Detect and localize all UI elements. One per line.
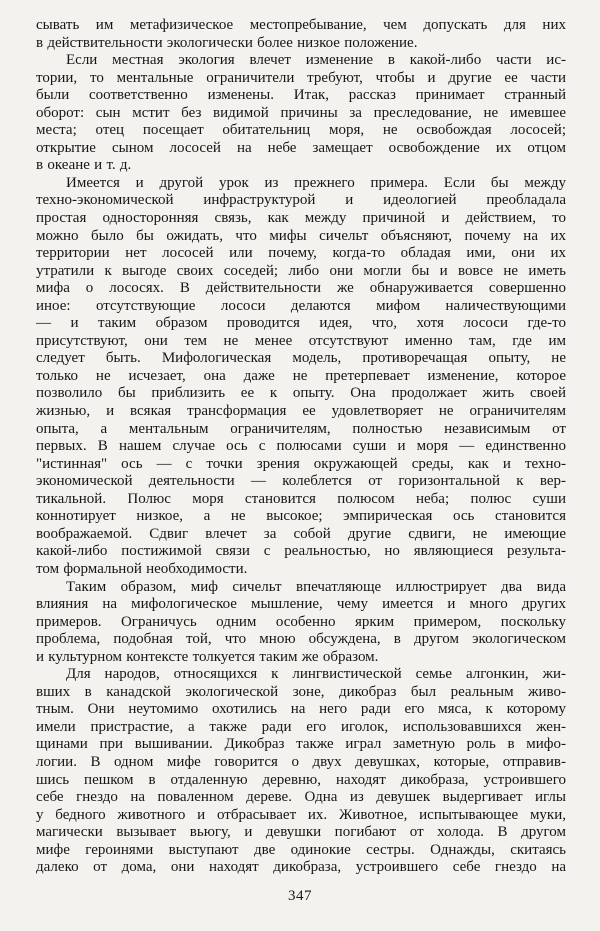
text-line: территории нет лососей или почему, когда-то обладая ими, они их — [36, 245, 566, 262]
text-line: были соответственно изменены. Итак, рассказ принимает странный — [36, 87, 566, 104]
text-line: только не исчезает, она даже не претерпевает изменение, которое — [36, 367, 566, 384]
text-block — [36, 17, 566, 877]
text-line: оборот: сын мстит без видимой причины за преследование, не имевшее — [36, 104, 566, 121]
text-line: тным. Они неутомимо охотились на него ради его мяса, к которому — [36, 701, 566, 718]
text-line: Для народов, относящихся к лингвистической семье алгонкин, жи- — [66, 666, 566, 683]
text-line: коннотирует низкое, а не высокое; эмпирическая ось становится — [36, 508, 566, 525]
text-line: можно было бы ожидать, что мифы сичельт объясняют, почему на их — [36, 227, 566, 244]
text-line: места; отец посещает обитательниц моря, не освобождая лососей; — [36, 122, 566, 139]
text-line: мифе героинями выступают две одинокие сестры. Однажды, скитаясь — [36, 841, 566, 858]
paragraph — [36, 17, 566, 52]
text-line: экономической деятельности — колеблется от горизонтальной к вер- — [36, 473, 566, 490]
text-line: у бедного животного и отбрасывает их. Животное, испытывающее муки, — [36, 806, 566, 823]
text-line: простая односторонняя связь, как между причиной и действием, то — [36, 210, 566, 227]
text-line: в океане и т. д. — [36, 157, 132, 174]
text-line: Таким образом, миф сичельт впечатляюще иллюстрирует два вида — [66, 578, 566, 595]
paragraph — [36, 175, 566, 579]
text-line: и культурном контексте толкуется таким же образом. — [36, 648, 379, 665]
paragraph — [36, 52, 566, 175]
paragraph — [36, 666, 566, 877]
text-line: вших в канадской экологической зоне, дикобраз был реальным живо- — [36, 683, 566, 700]
text-line: сывать им метафизическое местопребывание, чем допускать для них — [36, 17, 566, 33]
text-line: воображаемой. Сдвиг влечет за собой другие сдвиги, не имеющие — [36, 525, 566, 542]
text-line: тикальной. Полюс моря становится полюсом неба; полюс суши — [36, 490, 566, 507]
text-line: первых. В нашем случае ось с полюсами суши и моря — единственно — [36, 438, 566, 455]
text-line: в действительности экологически более низкое положение. — [36, 34, 418, 51]
text-line: магически вызывает вьюгу, и девушки погибают от холода. В другом — [36, 824, 566, 841]
text-line: проблема, подобная той, что мною обсуждена, в другом экологическом — [36, 631, 566, 648]
text-line: открытие сыном лососей на небе замещает освобождение их отцом — [36, 139, 566, 156]
text-line: присутствуют, они тем не менее отсутствуют именно там, где им — [36, 332, 566, 349]
text-line: следует быть. Мифологическая модель, противоречащая опыту, не — [36, 350, 566, 367]
text-line: щинами при вышивании. Дикобраз также играл заметную роль в мифо- — [36, 736, 566, 753]
text-line: логии. В одном мифе говорится о двух девушках, которые, отправив- — [36, 753, 566, 770]
text-line: имели пристрастие, а также ради его иголок, использовавшихся жен- — [36, 718, 566, 735]
text-line: "истинная" ось — с точки зрения окружающей среды, как и техно- — [36, 455, 566, 472]
text-line: влияния на мифологическое мышление, чему имеется и много других — [36, 596, 566, 613]
text-line: иное: отсутствующие лососи делаются мифом наличествующими — [36, 297, 566, 314]
text-line: техно-экономической инфраструктурой и идеологией преобладала — [36, 192, 566, 209]
text-line: какой-либо постижимой связи с реальностью, но являющиеся результа- — [36, 543, 566, 560]
text-line: далеко от дома, они находят дикобраза, устроившего себе гнездо на — [36, 859, 566, 876]
paragraph — [36, 579, 566, 667]
text-line: том формальной необходимости. — [36, 560, 248, 577]
text-line: Имеется и другой урок из прежнего примера. Если бы между — [66, 174, 566, 191]
text-line: себе гнездо на поваленном дереве. Одна из девушек выдергивает иглы — [36, 789, 566, 806]
text-line: примеров. Ограничусь одним особенно ярким примером, поскольку — [36, 613, 566, 630]
text-line: Если местная экология влечет изменение в какой-либо части ис- — [66, 52, 566, 69]
text-line: — и таким образом проводится идея, что, хотя лососи где-то — [36, 315, 566, 332]
page-number: 347 — [288, 888, 312, 904]
text-line: тории, то ментальные ограничители требуют, чтобы и другие ее части — [36, 69, 566, 86]
text-line: жизнью, и всякая трансформация ее удовлетворяет не ограничителям — [36, 403, 566, 420]
text-line: утратили к выгоде своих соседей; либо они могли бы и вовсе не иметь — [36, 262, 566, 279]
text-line: шись пешком в отдаленную деревню, находят дикобраза, устроившего — [36, 771, 566, 788]
text-line: мифа о лососях. В действительности же обнаруживается совершенно — [36, 280, 566, 297]
text-line: опыта, а ментальным ограничителям, полностью независимым от — [36, 420, 566, 437]
text-line: позволило бы приблизить ее к опыту. Она продолжает жить своей — [36, 385, 566, 402]
